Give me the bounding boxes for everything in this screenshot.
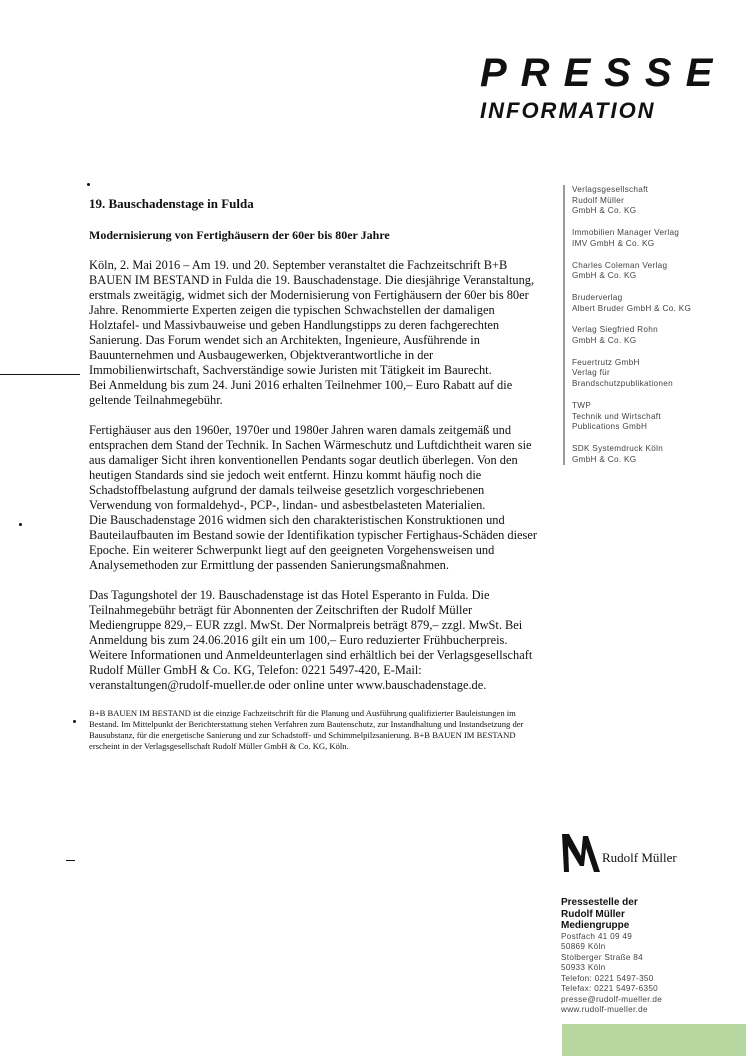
publisher-line: Rudolf Müller: [572, 195, 625, 205]
fold-mark-line: [66, 860, 75, 861]
fold-mark-dot: [87, 183, 90, 186]
website-link[interactable]: www.rudolf-mueller.de: [561, 1005, 648, 1014]
publisher-line: Bruderverlag: [572, 292, 623, 302]
fold-mark-line: [0, 374, 80, 375]
publisher-line: Brandschutzpublikationen: [572, 379, 673, 389]
publisher-line: Technik und Wirtschaft: [572, 411, 661, 421]
publisher-line: Verlagsgesellschaft: [572, 185, 649, 194]
publisher-line: GmbH & Co. KG: [572, 336, 637, 346]
publisher-line: Publications GmbH: [572, 422, 648, 432]
article-subheadline: Modernisierung von Fertighäusern der 60er bis 80er Jahre: [89, 228, 390, 242]
article: [89, 196, 545, 752]
publisher-line: SDK Systemdruck Köln: [572, 443, 664, 453]
publisher-line: Verlag für: [572, 368, 611, 378]
press-office: [561, 897, 741, 1016]
press-office-org: Rudolf Müller: [561, 908, 625, 920]
logo-wordmark: Rudolf Müller: [602, 850, 677, 865]
publisher-line: Verlag Siegfried Rohn: [572, 325, 658, 335]
paragraph-text: Die Bauschadenstage 2016 widmen sich den charakteristischen Konstruktionen und Bauteilaufbauten im Bestand sowie der Identifikation typischer Fertighaus-Schäden dieser Epoche. Ein weiterer Schwerpunkt liegt auf den geeigneten Vorgehensweisen und Analysemethoden zur Ermittlung der passenden Sanierungsmaßnahmen.: [89, 513, 537, 572]
paragraph-text: Bei Anmeldung bis zum 24. Juni 2016 erhalten Teilnehmer 100,– Euro Rabatt auf die geltende Teilnahmegebühr.: [89, 378, 513, 407]
address-line: 50933 Köln: [561, 963, 606, 972]
press-office-org: Pressestelle der: [561, 897, 638, 908]
publisher-entry: [572, 228, 742, 249]
publisher-line: TWP: [572, 400, 592, 410]
press-office-org: Mediengruppe: [561, 920, 630, 931]
publisher-line: GmbH & Co. KG: [572, 271, 637, 281]
paragraph-text: Köln, 2. Mai 2016 – Am 19. und 20. September veranstaltet die Fachzeitschrift B+B BAUEN IM BESTAND in Fulda die 19. Bauschadenstage. Die diesjährige Veranstaltung, erstmals zweitägig, widmet sich der Modernisierung von Fertighäusern der 60er bis 80er Jahre. Renommierte Experten zeigen die typischen Schwachstellen der damaligen Holztafel- und Massivbauweise und geben Handlungstipps zu deren fachgerechten Sanierung. Das Forum wendet sich an Architekten, Ingenieure, Ausführende in Bauunternehmen und Ausbaugewerken, Objektverantwortliche in der Immobilienwirtschaft, Sachverständige sowie Juristen mit Tätigkeit im Baurecht.: [89, 258, 535, 377]
fold-mark-dot: [73, 720, 76, 723]
publisher-line: Feuertrutz GmbH: [572, 357, 640, 367]
article-paragraph: [89, 423, 545, 573]
publisher-line: GmbH & Co. KG: [572, 454, 637, 464]
article-paragraph: [89, 588, 545, 693]
publisher-entry: [572, 444, 742, 465]
publisher-line: Albert Bruder GmbH & Co. KG: [572, 303, 692, 313]
address-line: 50869 Köln: [561, 942, 606, 951]
phone-line: Telefon: 0221 5497-350: [561, 973, 654, 983]
address-line: Stolberger Straße 84: [561, 952, 644, 962]
publisher-entry: [572, 401, 742, 433]
publisher-entry: [572, 325, 742, 346]
publisher-entry: [572, 358, 742, 390]
publisher-list: [563, 185, 742, 465]
paragraph-text: Fertighäuser aus den 1960er, 1970er und 1980er Jahren waren damals zeitgemäß und entsprachen dem Stand der Technik. In Sachen Wärmeschutz und Luftdichtheit waren sie aus damaliger Sicht ihren konventionellen Pendants sogar deutlich überlegen. Von den heutigen Standards sind sie jedoch weit entfernt. Hinzu kommt häufig noch die Schadstoffbelastung aufgrund der damals teilweise gesetzlich vorgeschriebenen Verwendung von formaldehyd-, PCP-, lindan- und asbestbelasteten Materialien.: [89, 423, 532, 512]
presse-title: PRESSE: [480, 51, 727, 95]
publisher-line: GmbH & Co. KG: [572, 206, 637, 216]
publisher-line: Immobilien Manager Verlag: [572, 228, 680, 238]
rudolf-mueller-logo: [560, 832, 710, 874]
publisher-line: IMV GmbH & Co. KG: [572, 238, 655, 248]
article-headline: 19. Bauschadenstage in Fulda: [89, 196, 254, 211]
email-link[interactable]: presse@rudolf-mueller.de: [561, 994, 663, 1004]
publisher-entry: [572, 261, 742, 282]
paragraph-text: Das Tagungshotel der 19. Bauschadenstage ist das Hotel Esperanto in Fulda. Die Teilnahmegebühr beträgt für Abonnenten der Zeitschriften der Rudolf Müller Mediengruppe 829,– EUR zzgl. MwSt. Der Normalpreis beträgt 879,– zzgl. MwSt. Bei Anmeldung bis zum 24.06.2016 gilt ein um 100,– Euro reduzierter Frühbucherpreis. Weitere Informationen und Anmeldeunterlagen sind erhältlich bei der Verlagsgesellschaft Rudolf Müller GmbH & Co. KG, Telefon: 0221 5497-420, E-Mail: veranstaltungen@rudolf-mueller.de oder online unter www.bauschadenstage.de.: [89, 588, 533, 692]
rm-logo-icon: [560, 832, 602, 874]
green-accent-box: [562, 1024, 746, 1056]
fax-line: Telefax: 0221 5497-6350: [561, 984, 659, 993]
publisher-entry: [572, 185, 742, 217]
punch-mark-dot: [19, 523, 22, 526]
publisher-line: Charles Coleman Verlag: [572, 260, 668, 270]
information-subtitle: INFORMATION: [480, 98, 656, 123]
publication-note: B+B BAUEN IM BESTAND ist die einzige Fachzeitschrift für die Planung und Ausführung qualifizierter Bauleistungen im Bestand. Im Mittelpunkt der Berichterstattung stehen Verfahren zum Bautenschutz, zur Instandhaltung und Instandsetzung der Bausubstanz, für die energetische Sanierung und zur Schadstoff- und Schimmelpilzsanierung. B+B BAUEN IM BESTAND erscheint in der Verlagsgesellschaft Rudolf Müller GmbH & Co. KG, Köln.: [89, 708, 524, 751]
address-line: Postfach 41 09 49: [561, 931, 633, 941]
article-paragraph: [89, 258, 545, 408]
publisher-entry: [572, 293, 742, 314]
